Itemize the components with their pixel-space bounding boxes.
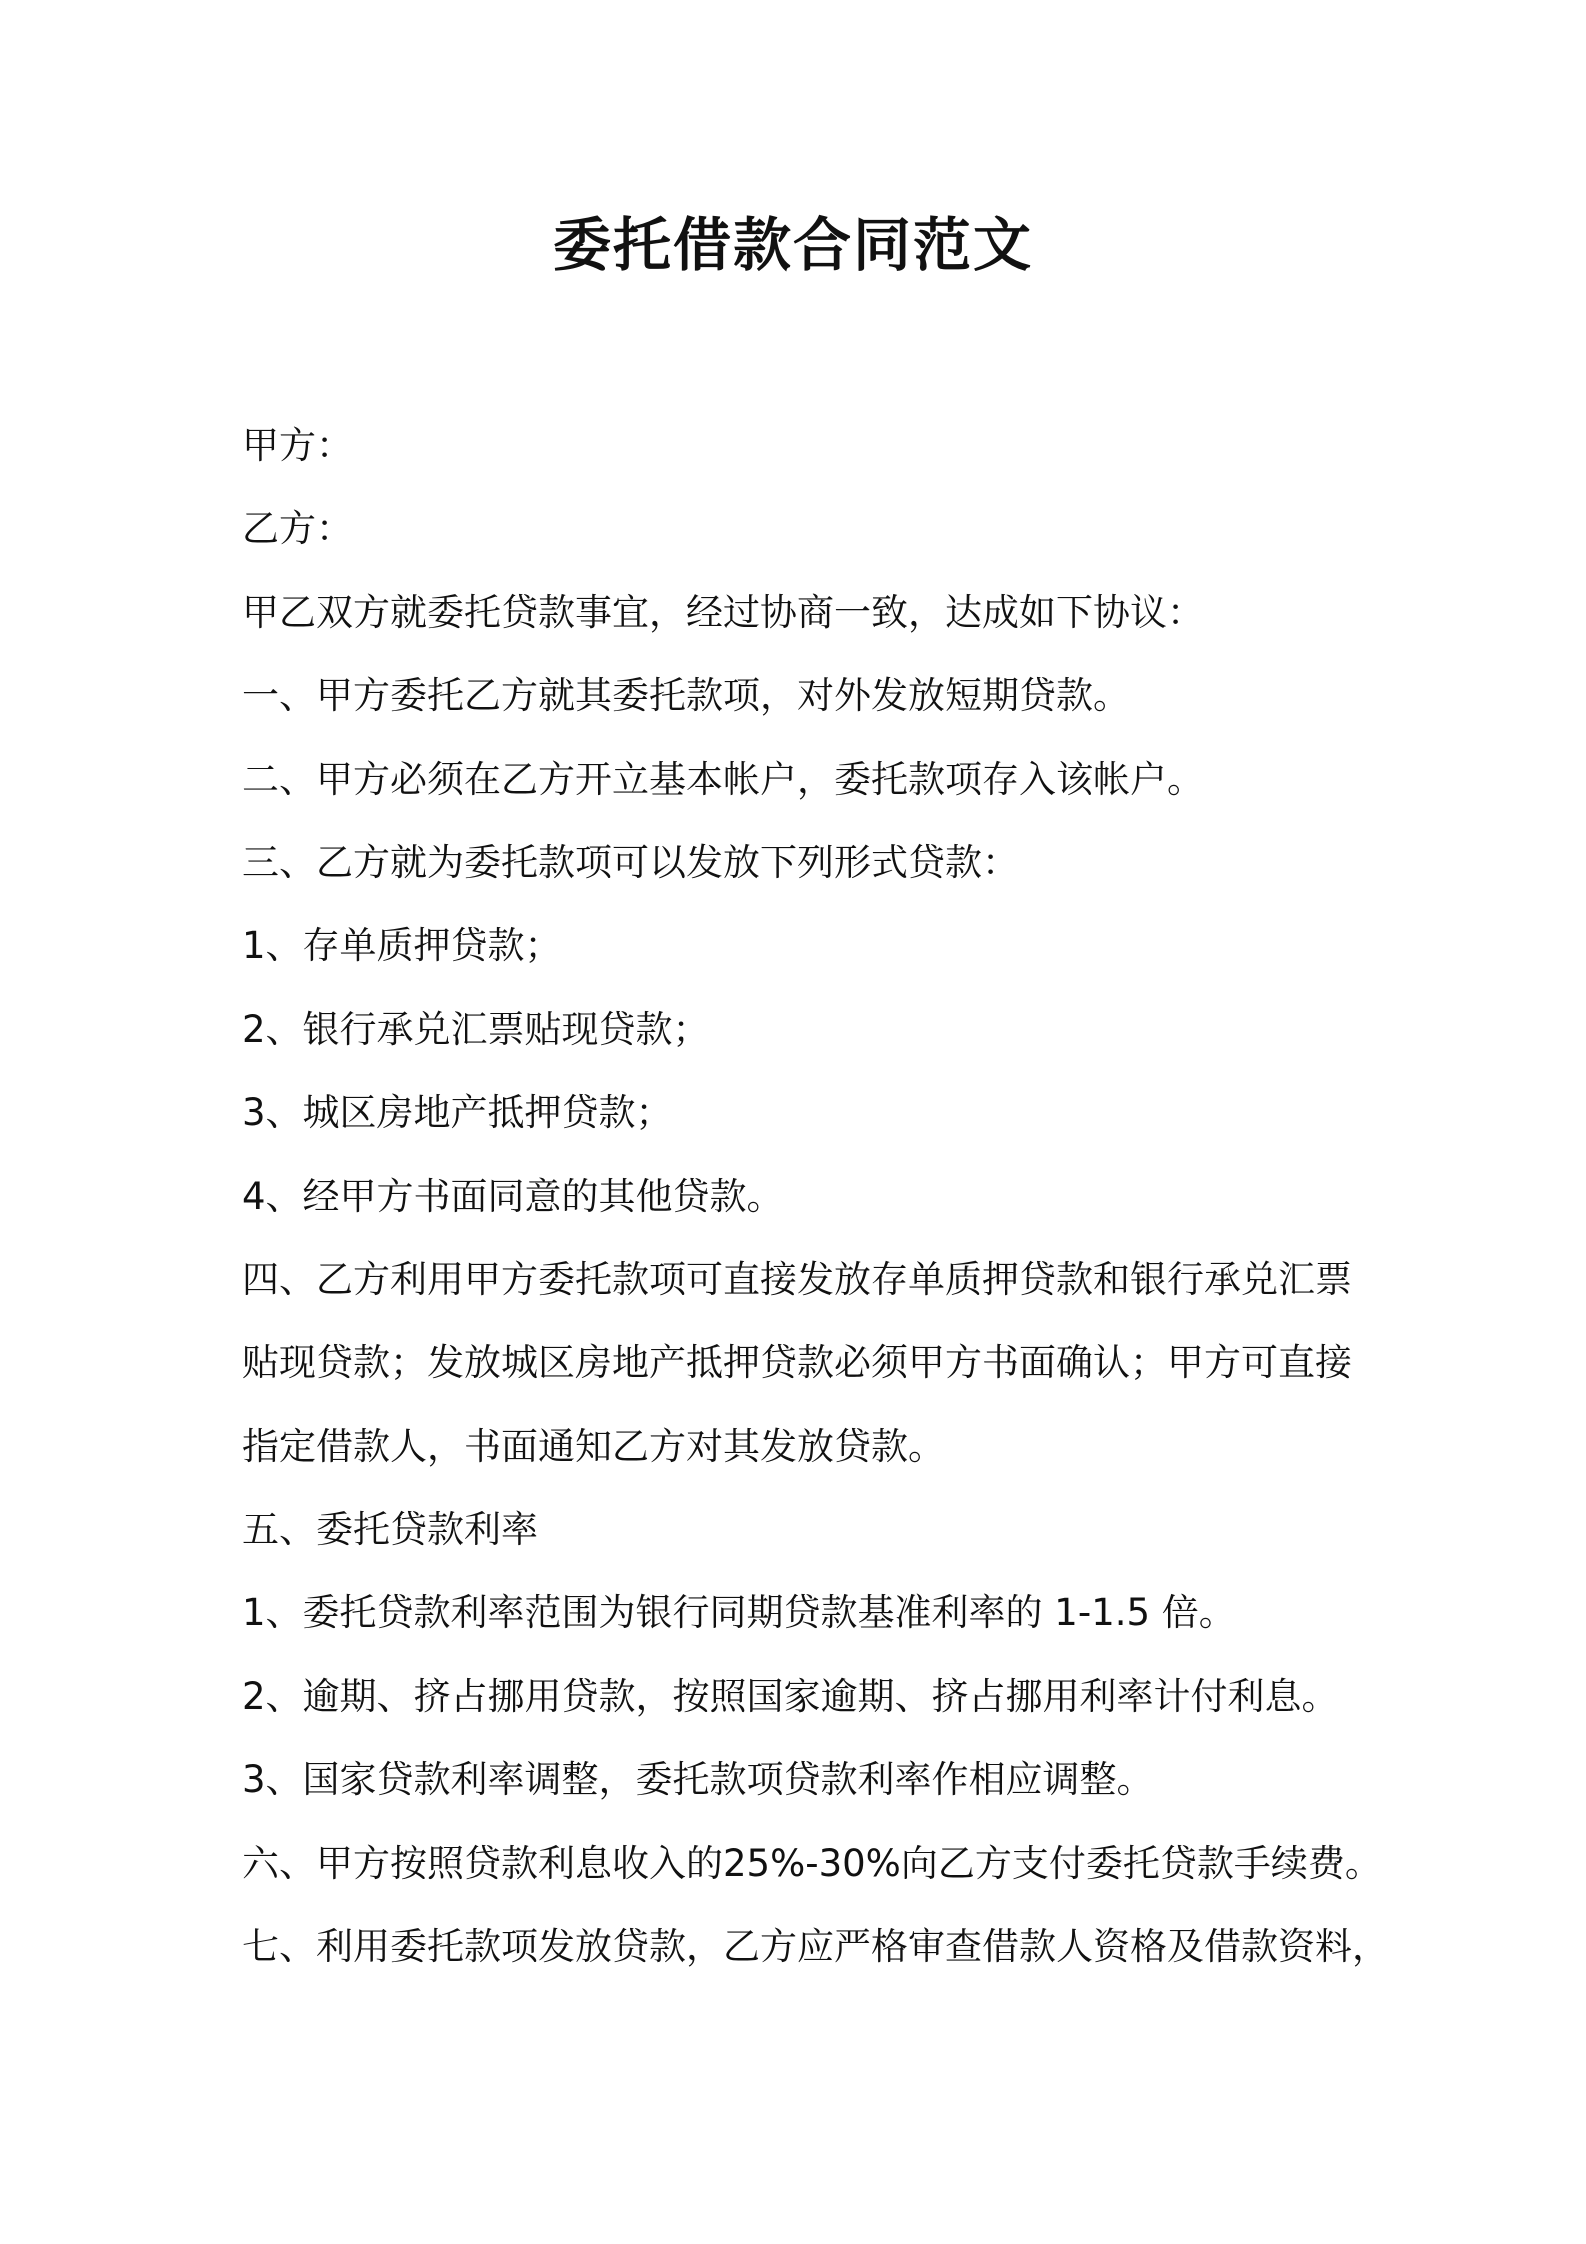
clause-3-item-3: 3、城区房地产抵押贷款； (242, 1091, 673, 1135)
clause-4-line-1: 四、乙方利用甲方委托款项可直接发放存单质押贷款和银行承兑汇票 (242, 1257, 1352, 1301)
clause-3-item-4: 4、经甲方书面同意的其他贷款。 (242, 1174, 784, 1218)
clause-3-item-1: 1、存单质押贷款； (242, 924, 562, 968)
party-a-line: 甲方： (242, 424, 353, 467)
clause-7: 七、利用委托款项发放贷款，乙方应严格审查借款人资格及借款资料， (242, 1925, 1389, 1969)
clause-5: 五、委托贷款利率 (242, 1508, 538, 1552)
clause-3-item-2: 2、银行承兑汇票贴现贷款； (242, 1007, 710, 1051)
clause-5-item-3: 3、国家贷款利率调整，委托款项贷款利率作相应调整。 (242, 1758, 1154, 1802)
agreement-intro: 甲乙双方就委托贷款事宜，经过协商一致，达成如下协议： (242, 590, 1204, 634)
document-title: 委托借款合同范文 (552, 211, 1033, 279)
clause-6: 六、甲方按照贷款利息收入的25%-30%向乙方支付委托贷款手续费。 (242, 1841, 1382, 1885)
clause-3: 三、乙方就为委托款项可以发放下列形式贷款： (242, 840, 1019, 884)
clause-4-line-3: 指定借款人，书面通知乙方对其发放贷款。 (242, 1424, 945, 1468)
party-b-line: 乙方： (242, 507, 353, 551)
clause-5-item-1: 1、委托贷款利率范围为银行同期贷款基准利率的 1-1.5 倍。 (242, 1591, 1236, 1635)
clause-1: 一、甲方委托乙方就其委托款项，对外发放短期贷款。 (242, 674, 1130, 718)
document-body (242, 404, 1389, 1988)
clause-4-line-2: 贴现贷款；发放城区房地产抵押贷款必须甲方书面确认；甲方可直接 (242, 1341, 1352, 1385)
clause-2: 二、甲方必须在乙方开立基本帐户，委托款项存入该帐户。 (242, 757, 1204, 801)
clause-5-item-2: 2、逾期、挤占挪用贷款，按照国家逾期、挤占挪用利率计付利息。 (242, 1674, 1339, 1718)
